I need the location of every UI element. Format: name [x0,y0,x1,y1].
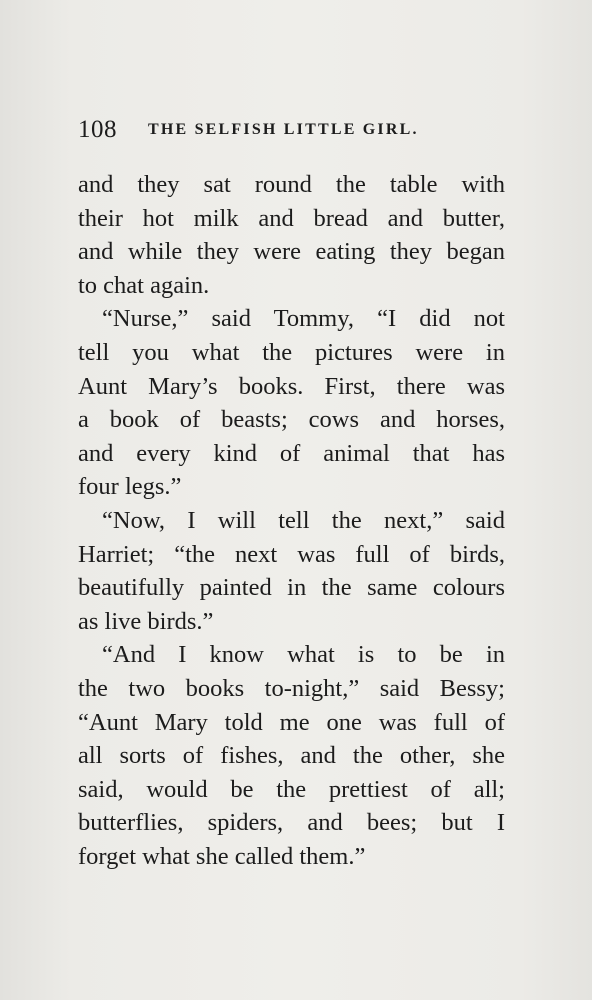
text-line: to chat again. [78,271,210,299]
text-line: tell you what the pictures were in [78,338,505,366]
text-line: beautifully painted in the same colours [78,574,505,602]
text-line: and while they were eating they began [78,238,505,266]
text-line: all sorts of fishes, and the other, she [78,742,505,770]
text-line: forget what she called them.” [78,842,366,870]
text-line: their hot milk and bread and butter, [78,204,505,232]
text-line: the two books to-night,” said Bessy; [78,674,505,702]
text-line: and every kind of animal that has [78,439,505,467]
text-line: four legs.” [78,473,182,501]
text-line: “Now, I will tell the next,” said [102,506,505,534]
running-title: THE SELFISH LITTLE GIRL. [148,121,419,138]
page-header [78,116,508,146]
text-line: a book of beasts; cows and horses, [78,406,505,434]
text-line: said, would be the prettiest of all; [78,775,505,803]
text-line: as live birds.” [78,607,214,635]
page-number: 108 [78,116,117,143]
text-line: “And I know what is to be in [102,641,505,669]
text-line: Harriet; “the next was full of birds, [78,540,505,568]
text-line: Aunt Mary’s books. First, there was [78,372,505,400]
text-line: “Aunt Mary told me one was full of [78,708,505,736]
text-line: butterflies, spiders, and bees; but I [78,809,505,837]
body-text [78,168,505,873]
text-line: and they sat round the table with [78,171,505,198]
text-line: “Nurse,” said Tommy, “I did not [102,305,505,333]
